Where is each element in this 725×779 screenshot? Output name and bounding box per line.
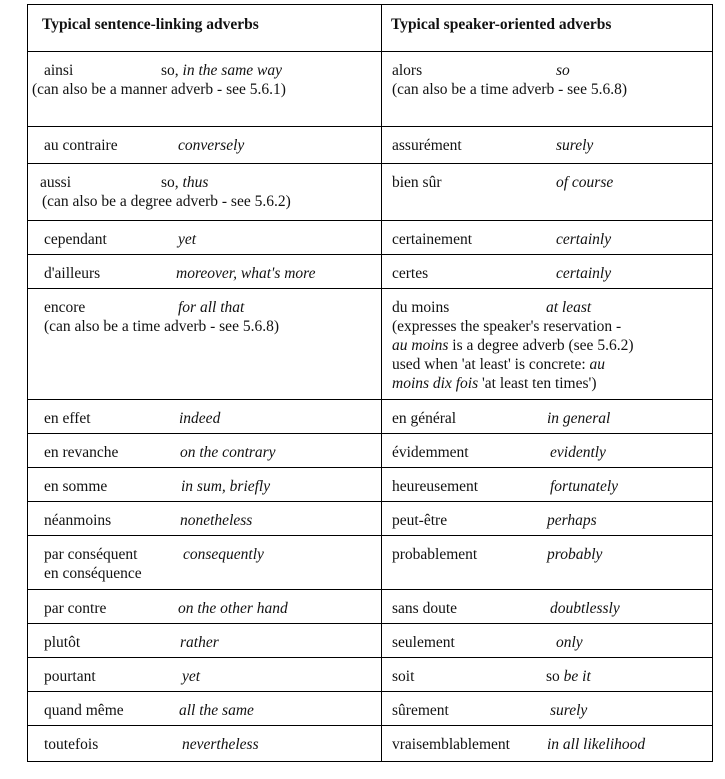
english-gloss: nonetheless: [180, 512, 253, 529]
french-adverb: plutôt: [44, 634, 81, 651]
header-sentence-linking: Typical sentence-linking adverbs: [28, 5, 382, 52]
english-gloss: moreover, what's more: [176, 265, 316, 282]
english-gloss: certainly: [556, 231, 612, 248]
table-row: [28, 658, 713, 692]
sentence-linking-cell: [28, 624, 382, 658]
sentence-linking-cell: [28, 590, 382, 624]
french-adverb: seulement: [392, 634, 455, 651]
french-adverb: en effet: [44, 410, 91, 427]
french-adverb: en revanche: [44, 444, 119, 461]
french-adverb: probablement: [392, 546, 478, 563]
speaker-oriented-cell: [382, 624, 713, 658]
english-gloss: conversely: [178, 137, 245, 154]
french-adverb: au contraire: [44, 137, 118, 154]
french-adverb: en général: [392, 410, 457, 427]
french-adverb: bien sûr: [392, 174, 442, 191]
english-gloss-italic: in the same way: [182, 62, 282, 79]
english-gloss: for all that: [178, 299, 245, 316]
header-speaker-oriented: Typical speaker-oriented adverbs: [382, 5, 713, 52]
english-gloss-plain: so,: [161, 62, 183, 79]
adverb-note: (can also be a degree adverb - see 5.6.2): [42, 193, 291, 210]
english-gloss: [161, 61, 282, 80]
adverb-note: (can also be a time adverb - see 5.6.8): [44, 318, 279, 335]
table-row: [28, 726, 713, 762]
note-text: 'at least ten times'): [478, 375, 597, 392]
adverbs-table: [27, 4, 713, 762]
english-gloss: only: [556, 634, 583, 651]
note-text: used when 'at least' is concrete:: [392, 356, 590, 373]
sentence-linking-cell: [28, 502, 382, 536]
french-adverb: du moins: [392, 299, 450, 316]
table-row: [28, 536, 713, 590]
english-gloss: yet: [178, 231, 197, 248]
sentence-linking-cell: [28, 468, 382, 502]
english-gloss-plain: so,: [161, 174, 183, 191]
french-adverb: alors: [392, 62, 423, 79]
english-gloss: at least: [546, 299, 592, 316]
french-adverb: d'ailleurs: [44, 265, 101, 282]
table-row: [28, 127, 713, 164]
french-adverb: pourtant: [44, 668, 96, 685]
english-gloss: consequently: [183, 546, 264, 563]
english-gloss-italic: be it: [563, 668, 591, 685]
sentence-linking-cell: [28, 434, 382, 468]
speaker-oriented-cell: [382, 289, 713, 400]
note-line: [392, 355, 712, 374]
english-gloss: so: [556, 62, 570, 79]
english-gloss: perhaps: [547, 512, 597, 529]
english-gloss: in all likelihood: [547, 736, 646, 753]
english-gloss-italic: thus: [182, 174, 209, 191]
sentence-linking-cell: [28, 658, 382, 692]
english-gloss: in sum, briefly: [181, 478, 271, 495]
table-row: [28, 289, 713, 400]
english-gloss: nevertheless: [182, 736, 259, 753]
table-row: [28, 502, 713, 536]
note-line: (expresses the speaker's reservation -: [392, 318, 622, 335]
adverb-note: (can also be a time adverb - see 5.6.8): [392, 81, 627, 98]
speaker-oriented-cell: [382, 221, 713, 255]
french-adverb: sans doute: [392, 600, 458, 617]
speaker-oriented-cell: [382, 400, 713, 434]
french-adverb: aussi: [40, 174, 71, 191]
english-gloss: of course: [556, 174, 614, 191]
french-adverb: certainement: [392, 231, 473, 248]
speaker-oriented-cell: [382, 658, 713, 692]
adverb-note: en conséquence: [44, 565, 142, 582]
note-italic: au: [589, 356, 606, 373]
table-row: [28, 692, 713, 726]
english-gloss: on the contrary: [180, 444, 276, 461]
speaker-oriented-cell: [382, 127, 713, 164]
table-row: [28, 434, 713, 468]
english-gloss: surely: [550, 702, 588, 719]
note-italic: moins dix fois: [392, 375, 479, 392]
english-gloss: probably: [547, 546, 603, 563]
speaker-oriented-cell: [382, 692, 713, 726]
french-adverb: par conséquent: [44, 546, 138, 563]
speaker-oriented-cell: [382, 52, 713, 127]
sentence-linking-cell: [28, 289, 382, 400]
sentence-linking-cell: [28, 255, 382, 289]
sentence-linking-cell: [28, 692, 382, 726]
note-text: is a degree adverb (see 5.6.2): [448, 337, 634, 354]
french-adverb: toutefois: [44, 736, 99, 753]
table-row: [28, 468, 713, 502]
french-adverb: ainsi: [44, 62, 74, 79]
english-gloss: evidently: [550, 444, 606, 461]
english-gloss: rather: [180, 634, 219, 651]
french-adverb: encore: [44, 299, 86, 316]
header-row: [28, 5, 713, 52]
french-adverb: quand même: [44, 702, 124, 719]
adverb-note: [382, 317, 712, 393]
english-gloss: [161, 173, 208, 192]
english-gloss: doubtlessly: [550, 600, 620, 617]
english-gloss: indeed: [179, 410, 221, 427]
english-gloss: [546, 667, 591, 686]
speaker-oriented-cell: [382, 590, 713, 624]
sentence-linking-cell: [28, 536, 382, 590]
table-row: [28, 400, 713, 434]
speaker-oriented-cell: [382, 726, 713, 762]
english-gloss: on the other hand: [178, 600, 288, 617]
english-gloss: certainly: [556, 265, 612, 282]
speaker-oriented-cell: [382, 502, 713, 536]
french-adverb: soit: [392, 668, 415, 685]
sentence-linking-cell: [28, 127, 382, 164]
table-row: [28, 52, 713, 127]
french-adverb: certes: [392, 265, 429, 282]
table-row: [28, 221, 713, 255]
english-gloss: fortunately: [550, 478, 619, 495]
speaker-oriented-cell: [382, 164, 713, 221]
english-gloss: in general: [547, 410, 611, 427]
english-gloss-plain: so: [546, 668, 564, 685]
table-row: [28, 164, 713, 221]
french-adverb: par contre: [44, 600, 107, 617]
sentence-linking-cell: [28, 164, 382, 221]
table-row: [28, 624, 713, 658]
sentence-linking-cell: [28, 400, 382, 434]
table-row: [28, 590, 713, 624]
table-row: [28, 255, 713, 289]
french-adverb: vraisemblablement: [392, 736, 510, 753]
french-adverb: heureusement: [392, 478, 479, 495]
french-adverb: en somme: [44, 478, 108, 495]
french-adverb: cependant: [44, 231, 107, 248]
speaker-oriented-cell: [382, 468, 713, 502]
note-line: [392, 336, 712, 355]
speaker-oriented-cell: [382, 255, 713, 289]
note-italic: au moins: [392, 337, 449, 354]
french-adverb: peut-être: [392, 512, 448, 529]
french-adverb: sûrement: [392, 702, 449, 719]
english-gloss: yet: [182, 668, 201, 685]
sentence-linking-cell: [28, 726, 382, 762]
french-adverb: néanmoins: [44, 512, 112, 529]
english-gloss: all the same: [179, 702, 254, 719]
sentence-linking-cell: [28, 52, 382, 127]
french-adverb: évidemment: [392, 444, 469, 461]
speaker-oriented-cell: [382, 434, 713, 468]
speaker-oriented-cell: [382, 536, 713, 590]
note-line: [392, 374, 712, 393]
adverb-note: (can also be a manner adverb - see 5.6.1): [32, 81, 286, 98]
sentence-linking-cell: [28, 221, 382, 255]
english-gloss: surely: [556, 137, 594, 154]
french-adverb: assurément: [392, 137, 462, 154]
